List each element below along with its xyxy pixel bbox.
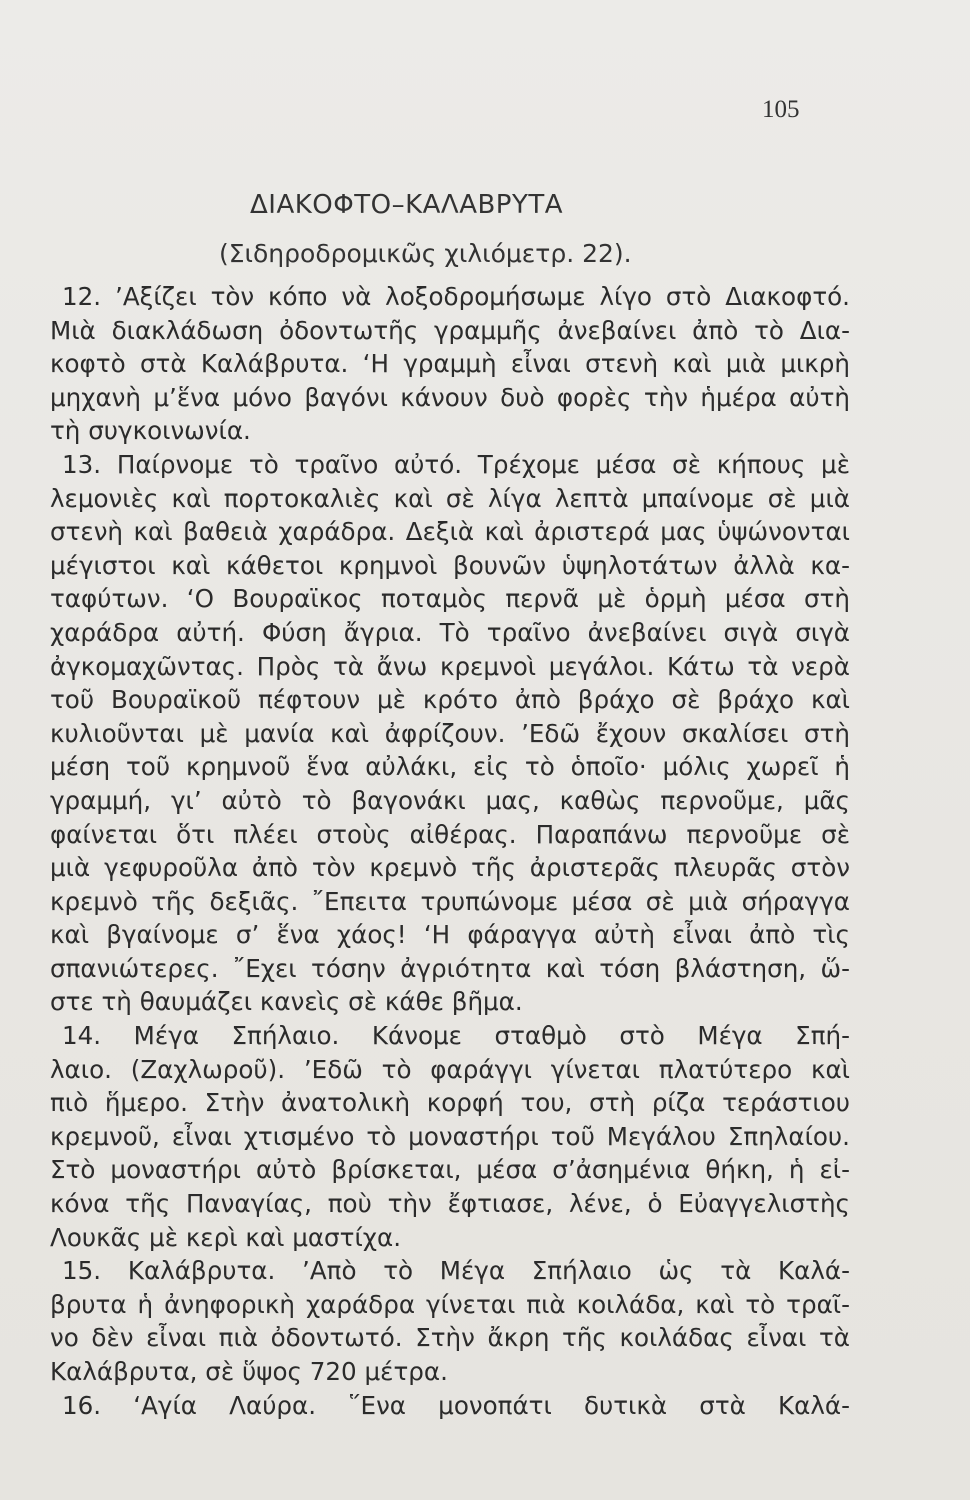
body-text [50, 280, 850, 1422]
text-line: στενὴ καὶ βαθειὰ χαράδρα. Δεξιὰ καὶ ἀριστερά μας ὑψώνονται [50, 517, 850, 547]
text-line: νο δὲν εἶναι πιὰ ὀδοντωτό. Στὴν ἄκρη τῆς κοιλάδας εἶναι τὰ [50, 1323, 850, 1353]
text-line: Καλάβρυτα, σὲ ὕψος 720 μέτρα. [50, 1357, 448, 1386]
text-line: 15. Καλάβρυτα. ’Απὸ τὸ Μέγα Σπήλαιο ὡς τὰ Καλά- [62, 1256, 850, 1286]
text-line: κόνα τῆς Παναγίας, ποὺ τὴν ἔφτιασε, λένε, ὁ Εὐαγγελιστὴς [50, 1189, 850, 1219]
section-subtitle: (Σιδηροδρομικῶς χιλιόμετρ. 22). [219, 239, 632, 268]
text-line: καὶ βγαίνομε σ’ ἕνα χάος! ‘Η φάραγγα αὐτὴ εἶναι ἀπὸ τὶς [50, 920, 850, 950]
text-line: μιὰ γεφυροῦλα ἀπὸ τὸν κρεμνὸ τῆς ἀριστερᾶς πλευρᾶς στὸν [50, 853, 850, 883]
text-line: Μιὰ διακλάδωση ὀδοντωτῆς γραμμῆς ἀνεβαίνει ἀπὸ τὸ Δια- [50, 315, 850, 345]
section-title: ΔΙΑΚΟΦΤΟ–ΚΑΛΑΒΡΥΤΑ [250, 190, 564, 220]
text-line: γραμμή, γι’ αὐτὸ τὸ βαγονάκι μας, καθὼς περνοῦμε, μᾶς [50, 785, 850, 815]
text-line: σπανιώτερες. ῎Εχει τόσην ἀγριότητα καὶ τόση βλάστηση, ὥ- [50, 953, 850, 983]
text-line: κυλιοῦνται μὲ μανία καὶ ἀφρίζουν. ’Εδῶ ἔχουν σκαλίσει στὴ [50, 718, 850, 748]
text-line: τὴ συγκοινωνία. [50, 416, 251, 446]
text-line: κρεμνὸ τῆς δεξιᾶς. ῎Επειτα τρυπώνομε μέσα σὲ μιὰ σήραγγα [50, 886, 850, 916]
text-line: 12. ’Αξίζει τὸν κόπο νὰ λοξοδρομήσωμε λίγο στὸ Διακοφτό. [62, 282, 850, 311]
text-line: χαράδρα αὐτή. Φύση ἄγρια. Τὸ τραῖνο ἀνεβαίνει σιγὰ σιγὰ [50, 617, 850, 647]
text-line: τοῦ Βουραϊκοῦ πέφτουν μὲ κρότο ἀπὸ βράχο σὲ βράχο καὶ [50, 685, 850, 715]
text-line: ἀγκομαχῶντας. Πρὸς τὰ ἄνω κρεμνοὶ μεγάλοι. Κάτω τὰ νερὰ [50, 651, 850, 681]
text-line: λαιο. (Ζαχλωροῦ). ’Εδῶ τὸ φαράγγι γίνεται πλατύτερο καὶ [50, 1054, 850, 1084]
text-line: 14. Μέγα Σπήλαιο. Κάνομε σταθμὸ στὸ Μέγα Σπή- [62, 1021, 850, 1051]
text-line: στε τὴ θαυμάζει κανεὶς σὲ κάθε βῆμα. [50, 987, 523, 1017]
text-line: 16. ‘Αγία Λαύρα. ῞Ενα μονοπάτι δυτικὰ στὰ Καλά- [62, 1390, 850, 1420]
text-line: βρυτα ἡ ἀνηφορικὴ χαράδρα γίνεται πιὰ κοιλάδα, καὶ τὸ τραῖ- [50, 1289, 850, 1319]
text-line: φαίνεται ὅτι πλέει στοὺς αἰθέρας. Παραπάνω περνοῦμε σὲ [50, 819, 850, 849]
page-number: 105 [762, 96, 800, 123]
text-line: κοφτὸ στὰ Καλάβρυτα. ‘Η γραμμὴ εἶναι στενὴ καὶ μιὰ μικρὴ [50, 349, 850, 379]
text-line: μηχανὴ μ’ἕνα μόνο βαγόνι κάνουν δυὸ φορὲς τὴν ἡμέρα αὐτὴ [50, 382, 850, 412]
text-line: Λουκᾶς μὲ κερὶ καὶ μαστίχα. [50, 1222, 402, 1252]
text-line: ταφύτων. ‘Ο Βουραϊκος ποταμὸς περνᾶ μὲ ὁρμὴ μέσα στὴ [50, 584, 850, 614]
text-line: 13. Παίρνομε τὸ τραῖνο αὐτό. Τρέχομε μέσα σὲ κήπους μὲ [62, 449, 850, 479]
text-line: κρεμνοῦ, εἶναι χτισμένο τὸ μοναστήρι τοῦ Μεγάλου Σπηλαίου. [50, 1121, 850, 1151]
text-line: λεμονιὲς καὶ πορτοκαλιὲς καὶ σὲ λίγα λεπτὰ μπαίνομε σὲ μιὰ [50, 483, 850, 513]
text-line: Στὸ μοναστήρι αὐτὸ βρίσκεται, μέσα σ’ἀσημένια θήκη, ἡ εἰ- [50, 1155, 850, 1185]
text-line: μέση τοῦ κρημνοῦ ἕνα αὐλάκι, εἰς τὸ ὁποῖο· μόλις χωρεῖ ἡ [50, 752, 850, 782]
text-line: μέγιστοι καὶ κάθετοι κρημνοὶ βουνῶν ὑψηλοτάτων ἀλλὰ κα- [50, 550, 850, 580]
text-line: πιὸ ἥμερο. Στὴν ἀνατολικὴ κορφή του, στὴ ρίζα τεράστιου [50, 1088, 850, 1118]
